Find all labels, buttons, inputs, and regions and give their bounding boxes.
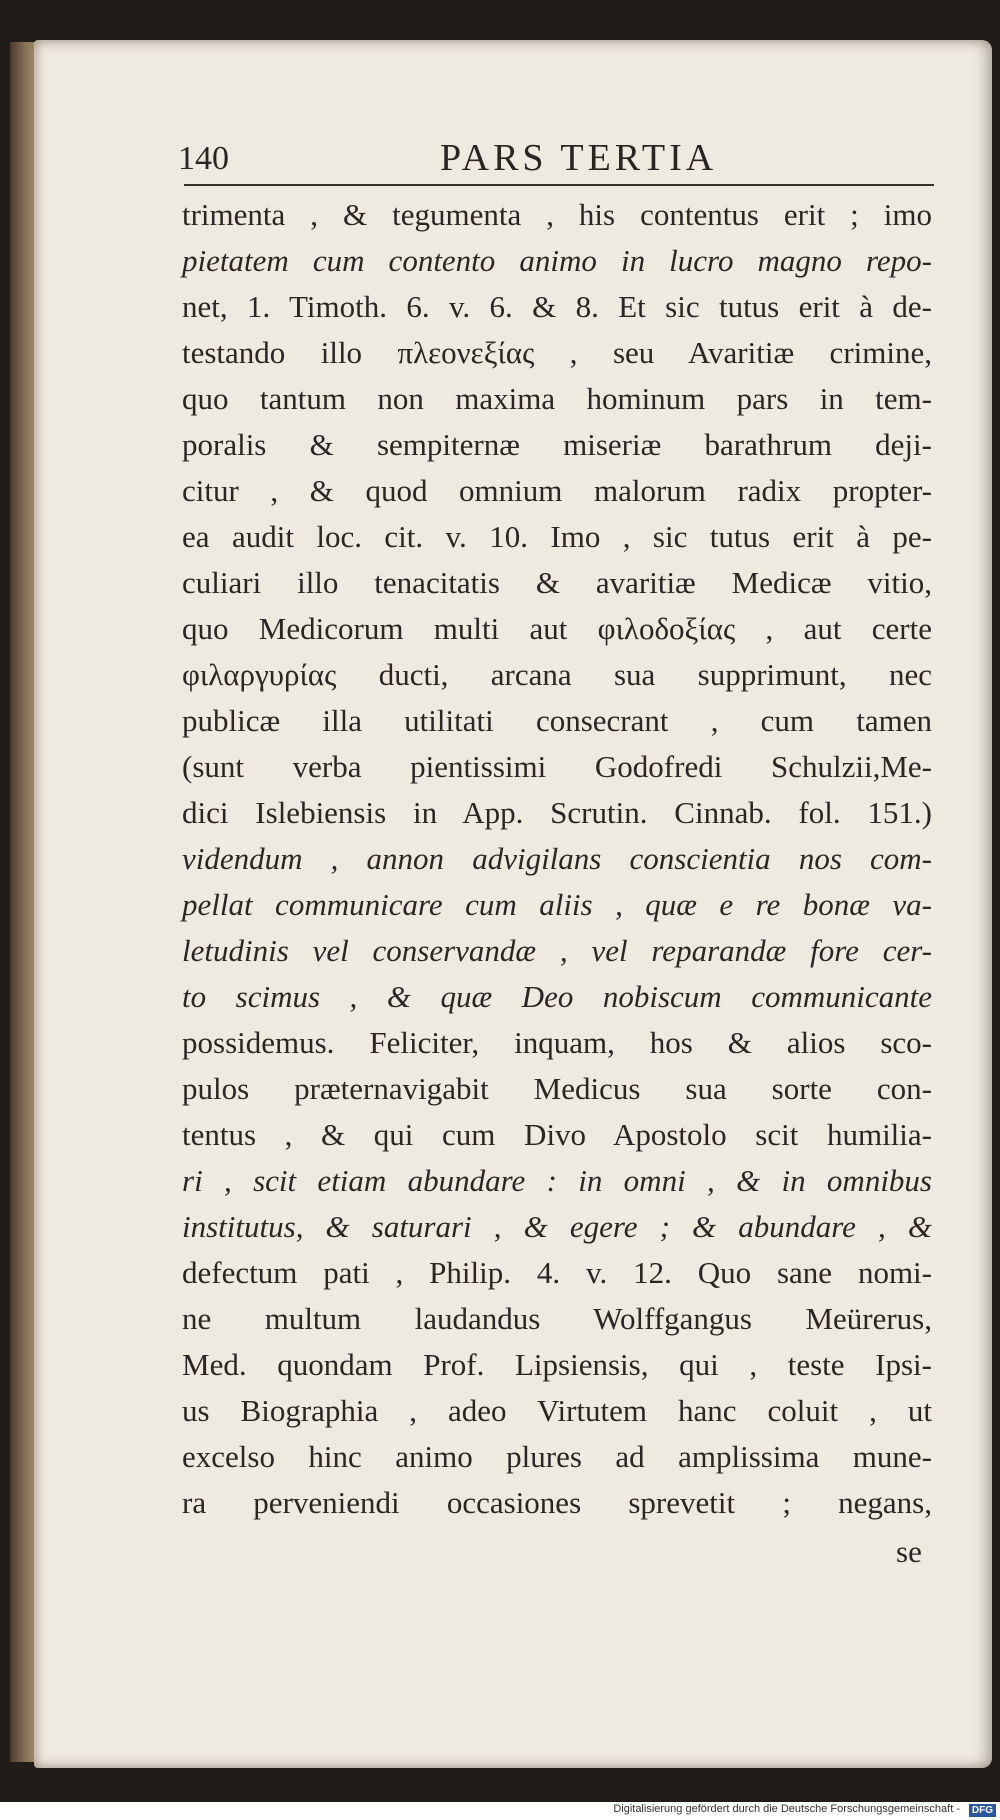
text-line: ra perveniendi occasiones sprevetit ; negans, <box>182 1485 932 1520</box>
text-line: defectum pati , Philip. 4. v. 12. Quo sane nomi- <box>182 1255 932 1290</box>
text-line: ne multum laudandus Wolffgangus Meürerus, <box>182 1301 932 1336</box>
text-line: culiari illo tenacitatis & avaritiæ Medicæ vitio, <box>182 565 932 600</box>
body-text <box>182 192 932 1526</box>
text-line: poralis & sempiternæ miseriæ barathrum deji- <box>182 427 932 462</box>
text-line: tentus , & qui cum Divo Apostolo scit humilia- <box>182 1117 932 1152</box>
text-line: quo tantum non maxima hominum pars in tem- <box>182 381 932 416</box>
text-line: possidemus. Feliciter, inquam, hos & alios sco- <box>182 1025 932 1060</box>
text-line: pietatem cum contento animo in lucro magno repo- <box>182 243 932 278</box>
text-line: ea audit loc. cit. v. 10. Imo , sic tutus erit à pe- <box>182 519 932 554</box>
text-line: trimenta , & tegumenta , his contentus erit ; imo <box>182 197 932 232</box>
text-line: ri , scit etiam abundare : in omni , & in omnibus <box>182 1163 932 1198</box>
text-line: (sunt verba pientissimi Godofredi Schulzii,Me- <box>182 749 932 784</box>
text-line: net, 1. Timoth. 6. v. 6. & 8. Et sic tutus erit à de- <box>182 289 932 324</box>
page-number: 140 <box>178 140 229 177</box>
text-line: videndum , annon advigilans conscientia nos com- <box>182 841 932 876</box>
text-line: pulos præternavigabit Medicus sua sorte con- <box>182 1071 932 1106</box>
text-line: publicæ illa utilitati consecrant , cum tamen <box>182 703 932 738</box>
text-line: dici Islebiensis in App. Scrutin. Cinnab. fol. 151.) <box>182 795 932 830</box>
text-line: letudinis vel conservandæ , vel reparandæ fore cer- <box>182 933 932 968</box>
header-rule <box>184 184 934 186</box>
footer-credit: Digitalisierung gefördert durch die Deutsche Forschungsgemeinschaft - <box>613 1803 960 1815</box>
text-line: quo Medicorum multi aut φιλοδοξίας , aut certe <box>182 611 932 646</box>
catchword: se <box>896 1534 922 1569</box>
text-line: pellat communicare cum aliis , quæ e re bonæ va- <box>182 887 932 922</box>
text-line: us Biographia , adeo Virtutem hanc coluit , ut <box>182 1393 932 1428</box>
dfg-logo: DFG <box>969 1804 996 1817</box>
text-line: to scimus , & quæ Deo nobiscum communicante <box>182 979 932 1014</box>
page-header <box>178 132 938 182</box>
text-line: excelso hinc animo plures ad amplissima mune- <box>182 1439 932 1474</box>
text-line: testando illo πλεονεξίας , seu Avaritiæ crimine, <box>182 335 932 370</box>
text-line: institutus, & saturari , & egere ; & abundare , & <box>182 1209 932 1244</box>
running-head: PARS TERTIA <box>440 137 718 179</box>
text-line: φιλαργυρίας ducti, arcana sua supprimunt, nec <box>182 657 932 692</box>
text-line: citur , & quod omnium malorum radix propter- <box>182 473 932 508</box>
text-line: Med. quondam Prof. Lipsiensis, qui , teste Ipsi- <box>182 1347 932 1382</box>
